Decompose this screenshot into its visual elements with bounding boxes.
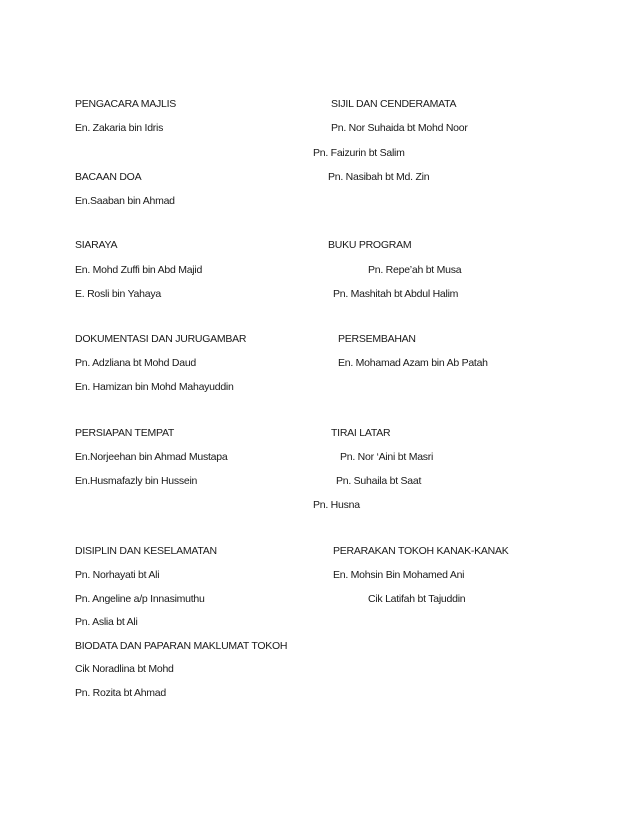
member-name: Pn. Nasibah bt Md. Zin (328, 171, 430, 183)
member-name: Pn. Husna (313, 499, 360, 511)
member-name: Pn. Nor ‘Aini bt Masri (340, 451, 434, 463)
section-heading-perarakan: PERARAKAN TOKOH KANAK-KANAK (333, 545, 509, 557)
section-heading-sijil: SIJIL DAN CENDERAMATA (331, 98, 457, 110)
member-name: En. Mohsin Bin Mohamed Ani (333, 569, 465, 581)
member-name: Pn. Rozita bt Ahmad (75, 687, 166, 699)
member-name: En.Husmafazly bin Hussein (75, 475, 198, 487)
section-heading-siaraya: SIARAYA (75, 239, 118, 251)
section-heading-persiapan-tempat: PERSIAPAN TEMPAT (75, 427, 175, 439)
member-name: En.Saaban bin Ahmad (75, 195, 175, 207)
section-heading-disiplin: DISIPLIN DAN KESELAMATAN (75, 545, 217, 557)
section-heading-pengacara-majlis: PENGACARA MAJLIS (75, 98, 177, 110)
member-name: Pn. Repe’ah bt Musa (368, 264, 462, 276)
member-name: E. Rosli bin Yahaya (75, 288, 161, 300)
member-name: En. Hamizan bin Mohd Mahayuddin (75, 381, 234, 393)
member-name: En. Zakaria bin Idris (75, 122, 164, 134)
member-name: Pn. Faizurin bt Salim (313, 147, 405, 159)
member-name: Pn. Suhaila bt Saat (336, 475, 422, 487)
member-name: Pn. Nor Suhaida bt Mohd Noor (331, 122, 468, 134)
member-name: Pn. Adzliana bt Mohd Daud (75, 357, 197, 369)
member-name: En. Mohamad Azam bin Ab Patah (338, 357, 488, 369)
member-name: Cik Latifah bt Tajuddin (368, 593, 466, 605)
member-name: En.Norjeehan bin Ahmad Mustapa (75, 451, 228, 463)
section-heading-persembahan: PERSEMBAHAN (338, 333, 416, 345)
member-name: Pn. Angeline a/p Innasimuthu (75, 593, 205, 605)
member-name: Cik Noradlina bt Mohd (75, 663, 174, 675)
member-name: En. Mohd Zuffi bin Abd Majid (75, 264, 203, 276)
section-heading-dokumentasi: DOKUMENTASI DAN JURUGAMBAR (75, 333, 247, 345)
section-heading-buku-program: BUKU PROGRAM (328, 239, 412, 251)
section-heading-bacaan-doa: BACAAN DOA (75, 171, 142, 183)
member-name: Pn. Aslia bt Ali (75, 616, 138, 628)
section-heading-biodata: BIODATA DAN PAPARAN MAKLUMAT TOKOH (75, 640, 288, 652)
member-name: Pn. Mashitah bt Abdul Halim (333, 288, 459, 300)
member-name: Pn. Norhayati bt Ali (75, 569, 160, 581)
section-heading-tirai-latar: TIRAI LATAR (331, 427, 391, 439)
